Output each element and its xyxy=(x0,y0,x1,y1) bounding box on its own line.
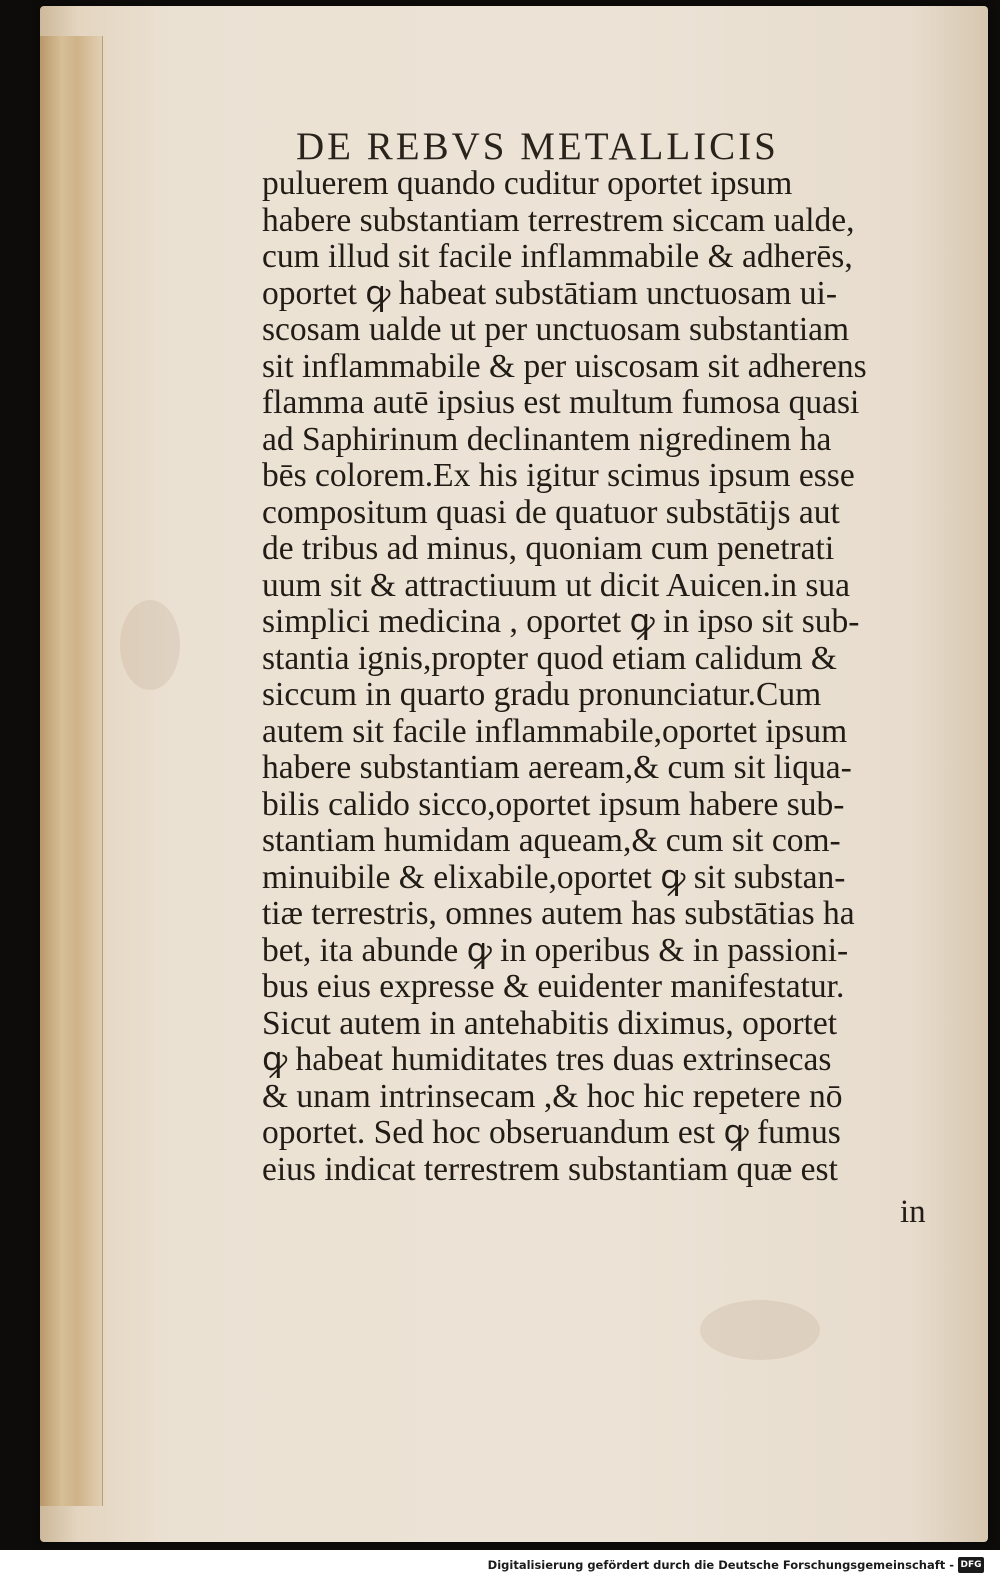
text-line: Sicut autem in antehabitis diximus, oportet xyxy=(262,1004,837,1042)
text-line: bus eius expresse & euidenter manifestatur. xyxy=(262,968,845,1005)
text-line: bet, ita abunde ꝙ in operibus & in passioni- xyxy=(262,931,849,969)
text-line: ad Saphirinum declinantem nigredinem ha xyxy=(262,420,832,458)
text-line: cum illud sit facile inflammabile & adherēs, xyxy=(262,238,853,275)
text-line: habere substantiam terrestrem siccam ualde, xyxy=(262,201,855,239)
text-line: compositum quasi de quatuor substātijs aut xyxy=(262,493,840,531)
footer-bar xyxy=(0,1550,1000,1583)
text-line: stantia ignis,propter quod etiam calidum & xyxy=(262,639,837,677)
text-line: bēs colorem.Ex his igitur scimus ipsum esse xyxy=(262,457,855,494)
text-line: ꝙ habeat humiditates tres duas extrinsecas xyxy=(262,1041,832,1078)
text-line: autem sit facile inflammabile,oportet ipsum xyxy=(262,712,848,750)
running-head: DE REBVS METALLICIS xyxy=(296,125,779,168)
dfg-logo: DFG xyxy=(958,1557,984,1573)
text-line: stantiam humidam aqueam,& cum sit com- xyxy=(262,822,841,859)
text-line: siccum in quarto gradu pronunciatur.Cum xyxy=(262,676,822,713)
text-line: de tribus ad minus, quoniam cum penetrati xyxy=(262,530,835,567)
text-line: oportet. Sed hoc obseruandum est ꝙ fumus xyxy=(262,1114,841,1151)
text-line: tiæ terrestris, omnes autem has substātias ha xyxy=(262,895,855,932)
text-line: sit inflammabile & per uiscosam sit adherens xyxy=(262,347,867,385)
text-line: uum sit & attractiuum ut dicit Auicen.in sua xyxy=(262,566,851,604)
text-line: scosam ualde ut per unctuosam substantiam xyxy=(262,311,850,348)
text-line: bilis calido sicco,oportet ipsum habere sub- xyxy=(262,785,845,823)
text-line: & unam intrinsecam ,& hoc hic repetere nō xyxy=(262,1077,843,1115)
text-line: simplici medicina , oportet ꝙ in ipso sit sub- xyxy=(262,603,860,640)
page-body-text xyxy=(262,166,934,1188)
text-line: eius indicat terrestrem substantiam quæ est xyxy=(262,1150,838,1188)
page-edge xyxy=(40,36,103,1506)
text-line: flamma autē ipsius est multum fumosa quasi xyxy=(262,384,860,421)
text-line: habere substantiam aeream,& cum sit liqua- xyxy=(262,749,852,786)
footer-credit: Digitalisierung gefördert durch die Deutsche Forschungsgemeinschaft - xyxy=(487,1558,954,1572)
text-line: minuibile & elixabile,oportet ꝙ sit substan- xyxy=(262,858,846,896)
paper-stain xyxy=(120,600,180,690)
text-line: oportet ꝙ habeat substātiam unctuosam ui- xyxy=(262,274,837,312)
text-line: puluerem quando cuditur oportet ipsum xyxy=(262,165,793,202)
paper-stain xyxy=(700,1300,820,1360)
catchword: in xyxy=(900,1194,926,1230)
